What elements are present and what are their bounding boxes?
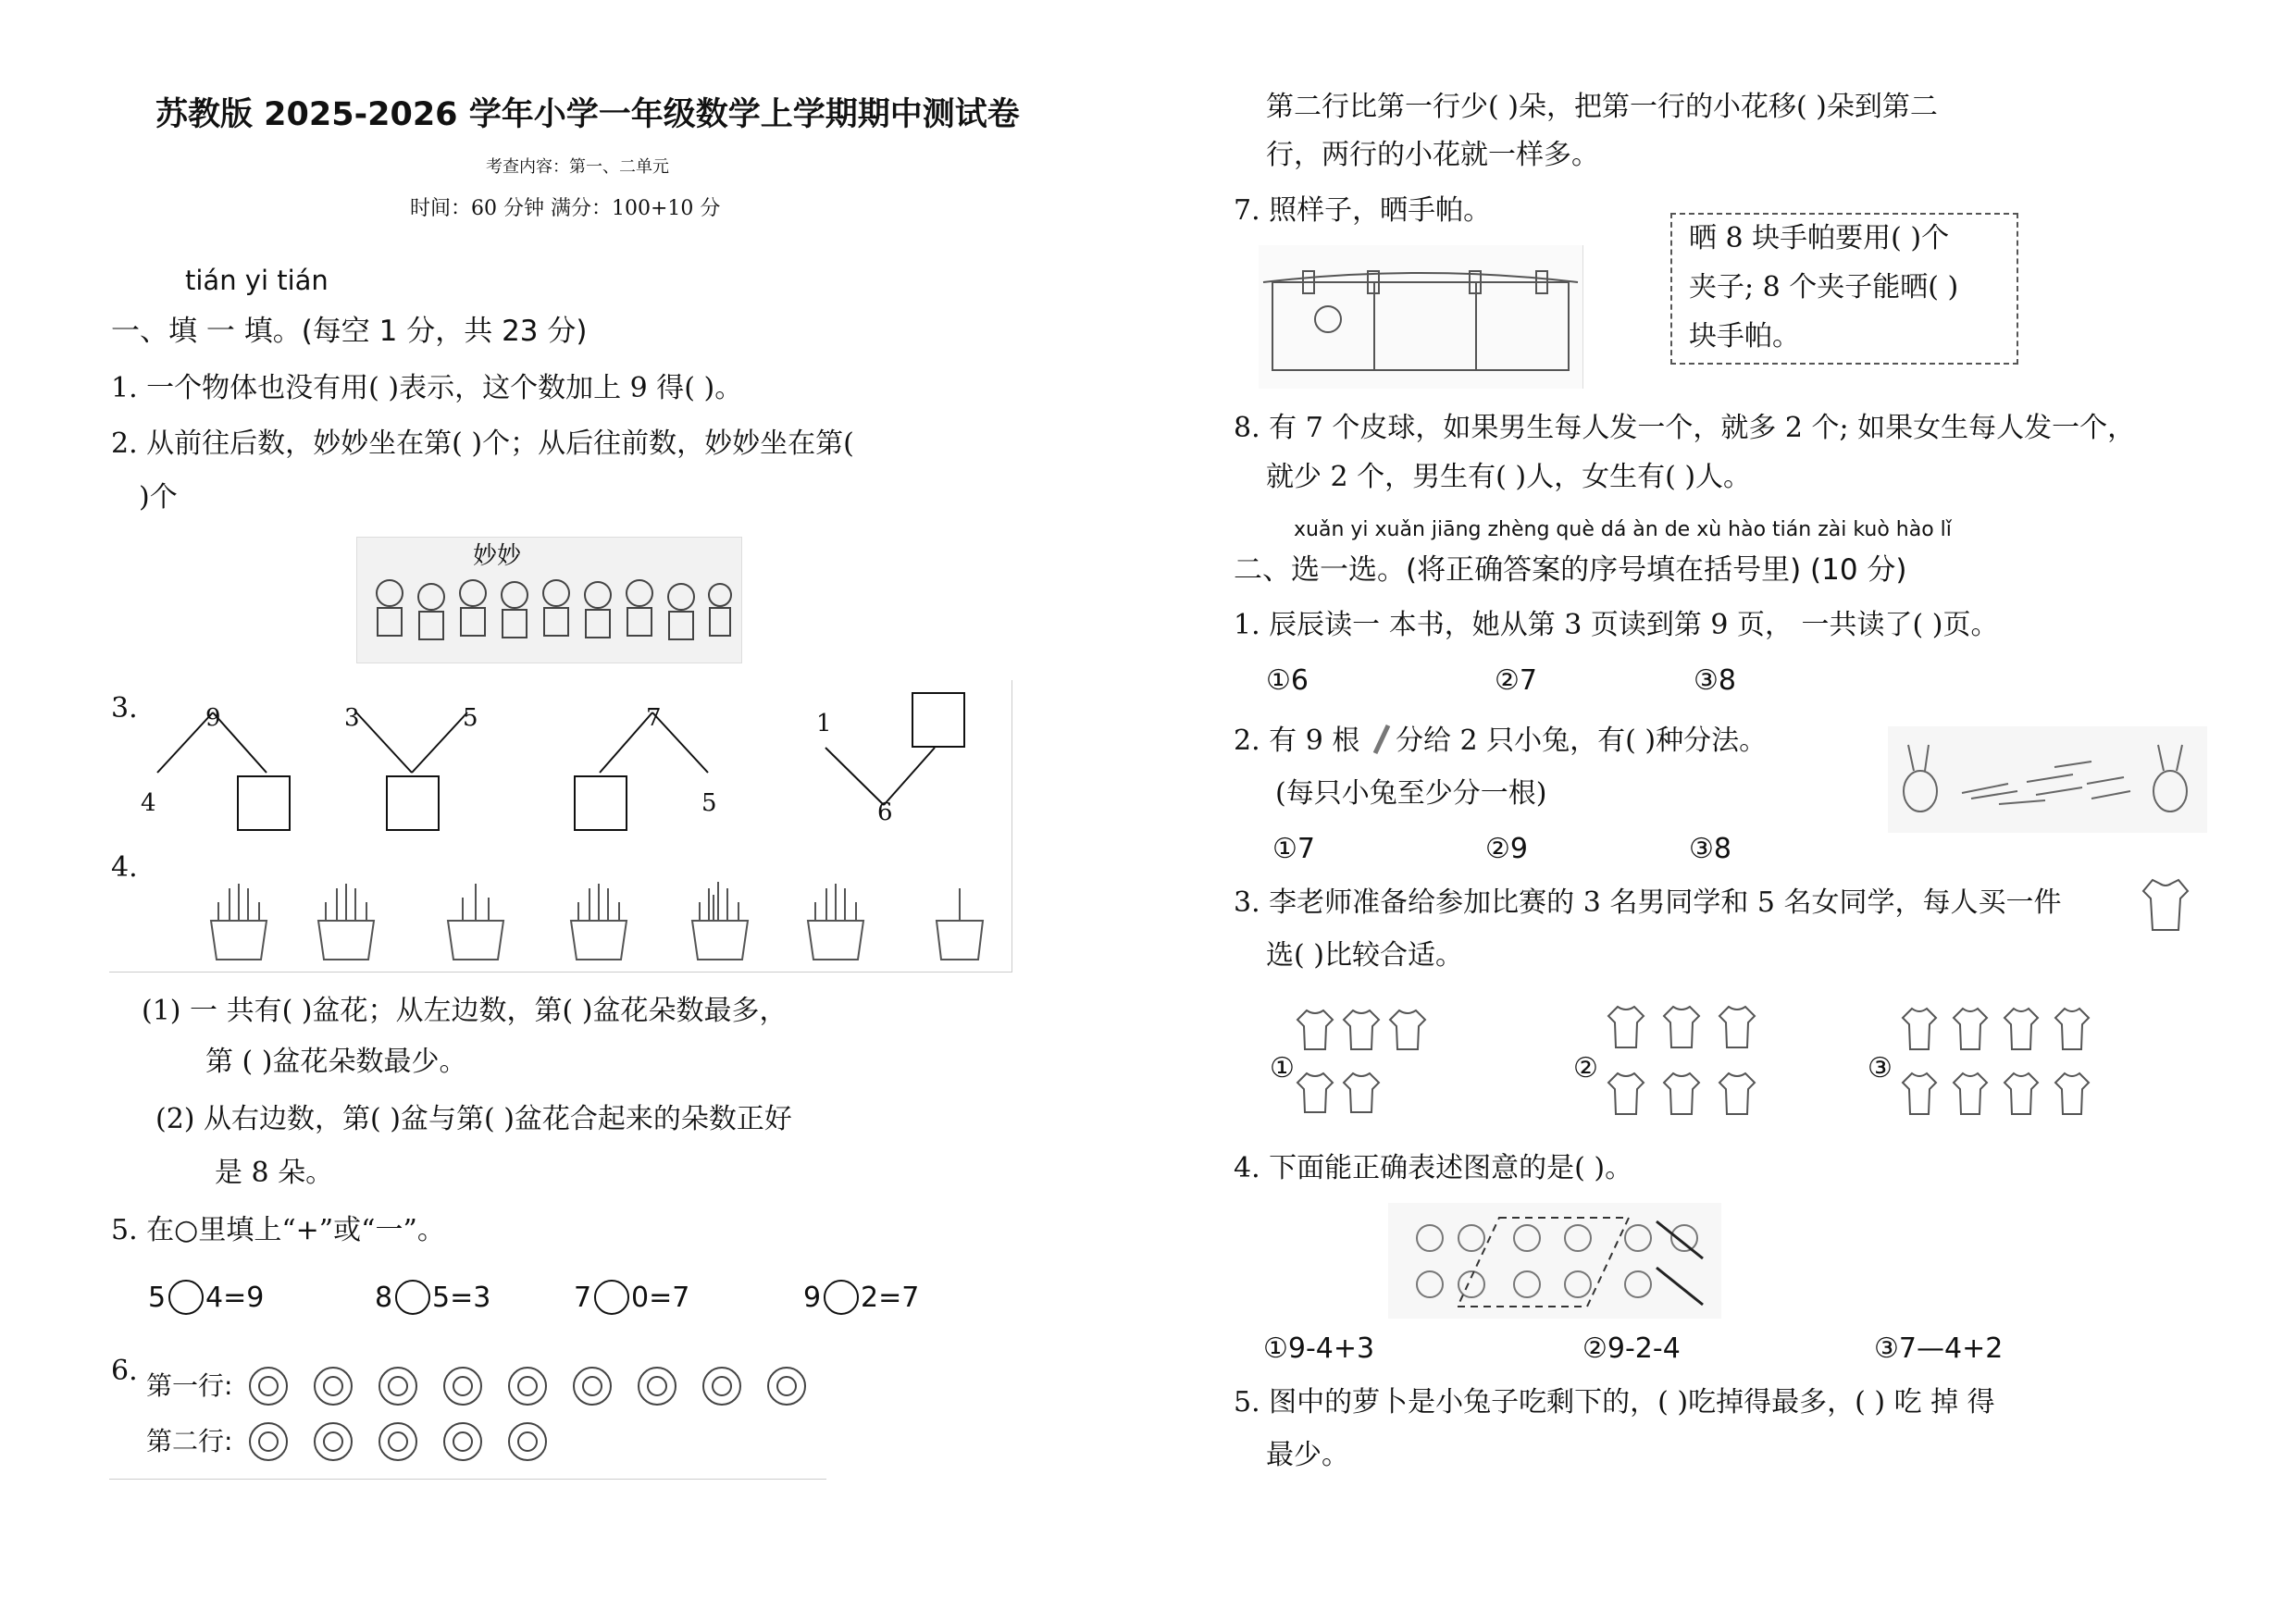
q3-tree4-answer-box[interactable] <box>912 692 965 748</box>
rabbit-carrot-icons <box>1888 726 2207 833</box>
flower-icons <box>109 1351 826 1479</box>
q4-part1-line1: (1) 一 共有( )盆花；从左边数，第( )盆花朵数最多， <box>142 995 788 1027</box>
q3-label: 3. <box>111 692 138 725</box>
question-1-2-line2: )个 <box>139 481 178 514</box>
section2-heading: 二、选一选。(将正确答案的序号填在括号里) (10 分) <box>1234 553 1907 587</box>
question-1-5: 5. 在○里填上“+”或“一”。 <box>111 1214 445 1246</box>
q3-tree2-answer-box[interactable] <box>386 775 440 831</box>
q5-answer-circle-4[interactable] <box>824 1280 859 1315</box>
tshirt-group-3 <box>1868 1001 2108 1140</box>
tshirt-group-1 <box>1270 1001 1469 1140</box>
question-1-1: 1. 一个物体也没有用( )表示，这个数加上 9 得( )。 <box>111 372 743 404</box>
flower-pot-icons <box>0 847 1018 985</box>
q3-tree1-left: 4 <box>141 789 156 817</box>
section1-pinyin: tián yi tián <box>185 265 329 296</box>
q3-tree1-answer-box[interactable] <box>237 775 291 831</box>
tshirts-option-3-picture[interactable]: ③ <box>1868 1001 2108 1140</box>
question-1-6-cont-line2: 行，两行的小花就一样多。 <box>1266 139 1599 171</box>
q5-answer-circle-2[interactable] <box>395 1280 430 1315</box>
children-row-picture <box>356 537 742 663</box>
question-2-3-line2: 选( )比较合适。 <box>1266 939 1463 972</box>
section1-heading: 一、填 一 填。(每空 1 分，共 23 分) <box>111 315 588 348</box>
tshirt-icon <box>2140 874 2191 935</box>
tshirts-option-1-picture[interactable]: ① <box>1270 1001 1469 1140</box>
handkerchief-picture <box>1259 245 1583 389</box>
question-2-3-line1: 3. 李老师准备给参加比赛的 3 名男同学和 5 名女同学，每人买一件 <box>1234 886 2062 919</box>
handkerchief-icons <box>1259 245 1582 389</box>
children-icons <box>357 538 741 663</box>
q2-1-option-2[interactable]: ②7 <box>1495 664 1537 697</box>
q6-label: 6. <box>111 1355 138 1387</box>
q3-tree2-left: 3 <box>344 704 360 732</box>
q5-answer-circle-3[interactable] <box>594 1280 629 1315</box>
q4-part2-line2: 是 8 朵。 <box>215 1157 334 1189</box>
q3-tree3-top: 7 <box>646 704 662 732</box>
page-title: 苏教版 2025-2026 学年小学一年级数学上学期期中测试卷 <box>155 96 1020 133</box>
q2-4-option-3[interactable]: ③7—4+2 <box>1874 1332 2004 1365</box>
q2-4-option-1[interactable]: ①9-4+3 <box>1263 1332 1375 1365</box>
question-2-2-line1b: 分给 2 只小兔，有( )种分法。 <box>1396 725 1768 757</box>
section2-pinyin: xuǎn yi xuǎn jiāng zhèng què dá àn de xù hào tián zài kuò hào lǐ <box>1294 518 1952 541</box>
question-2-4: 4. 下面能正确表述图意的是( )。 <box>1234 1152 1633 1184</box>
q6-flower-picture <box>109 1351 826 1480</box>
question-2-5-line2: 最少。 <box>1266 1439 1349 1471</box>
tshirt-group-2 <box>1573 1001 1781 1140</box>
q2-2-option-1[interactable]: ①7 <box>1272 833 1315 865</box>
butterfly-icons <box>1388 1203 1721 1319</box>
rabbits-carrots-picture <box>1888 726 2207 833</box>
q2-2-option-2[interactable]: ②9 <box>1485 833 1528 865</box>
q7-box-line1: 晒 8 块手帕要用( )个 <box>1689 222 1950 254</box>
q2-2-option-3[interactable]: ③8 <box>1689 833 1731 865</box>
question-1-2-line1: 2. 从前往后数，妙妙坐在第( )个；从后往前数，妙妙坐在第( <box>111 427 854 460</box>
q4-label: 4. <box>111 851 138 884</box>
butterflies-picture <box>1388 1203 1721 1319</box>
q2-1-option-1[interactable]: ①6 <box>1266 664 1309 697</box>
question-2-1: 1. 辰辰读一 本书，她从第 3 页读到第 9 页， 一共读了( )页。 <box>1234 609 1999 641</box>
q3-tree3-answer-box[interactable] <box>574 775 627 831</box>
q6-row2-label: 第二行: <box>146 1426 233 1456</box>
miaomiao-label: 妙妙 <box>473 542 522 570</box>
exam-scope: 考查内容：第一、二单元 <box>486 157 669 177</box>
q4-part1-line2: 第 ( )盆花朵数最少。 <box>205 1046 467 1078</box>
q6-row1-label: 第一行: <box>146 1370 233 1401</box>
question-1-8-line2: 就少 2 个，男生有( )人，女生有( )人。 <box>1266 461 1752 493</box>
q3-tree2-right: 5 <box>463 704 478 732</box>
q7-box-line3: 块手帕。 <box>1689 320 1800 353</box>
q3-tree4-left: 1 <box>816 710 832 737</box>
q3-tree1-top: 9 <box>205 704 221 732</box>
question-2-2-line2: (每只小兔至少分一根) <box>1275 777 1547 810</box>
q4-part2-line1: (2) 从右边数，第( )盆与第( )盆花合起来的朵数正好 <box>155 1103 792 1135</box>
tshirts-option-2-picture[interactable]: ② <box>1573 1001 1781 1140</box>
q5-answer-circle-1[interactable] <box>168 1280 204 1315</box>
question-2-2-line1a: 2. 有 9 根 <box>1234 725 1360 757</box>
exam-meta: 时间：60 分钟 满分：100+10 分 <box>410 197 721 220</box>
q3-tree4-bottom: 6 <box>877 799 893 826</box>
q2-1-option-3[interactable]: ③8 <box>1694 664 1736 697</box>
question-1-6-cont-line1: 第二行比第一行少( )朵，把第一行的小花移( )朵到第二 <box>1266 91 1938 123</box>
q2-4-option-2[interactable]: ②9-2-4 <box>1582 1332 1681 1365</box>
carrot-icon <box>1368 720 1396 757</box>
question-1-7: 7. 照样子，晒手帕。 <box>1234 194 1492 227</box>
question-2-5-line1: 5. 图中的萝卜是小兔子吃剩下的，( )吃掉得最多，( ) 吃 掉 得 <box>1234 1386 1995 1419</box>
question-1-8-line1: 8. 有 7 个皮球，如果男生每人发一个，就多 2 个; 如果女生每人发一个， <box>1234 412 2136 444</box>
q7-box-line2: 夹子; 8 个夹子能晒( ) <box>1689 271 1959 304</box>
q3-tree3-right: 5 <box>701 789 717 817</box>
